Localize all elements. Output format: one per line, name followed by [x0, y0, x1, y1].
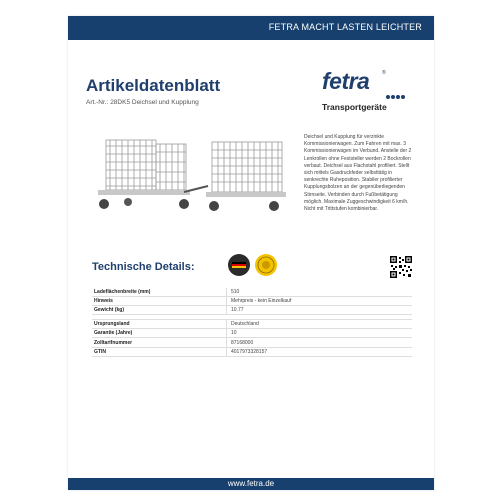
row-value: 4017973328157: [227, 347, 413, 356]
table-row: [92, 347, 412, 356]
row-value: 10.77: [227, 306, 413, 315]
row-label: Hinweis: [92, 297, 227, 306]
top-banner: [68, 16, 434, 40]
row-label: Ursprungsland: [92, 320, 227, 329]
row-label: Garantie (Jahre): [92, 329, 227, 338]
tech-details-table: [92, 288, 412, 357]
row-value: 510: [227, 288, 413, 297]
logo-text: fetra: [322, 68, 370, 94]
table-row: [92, 306, 412, 315]
tech-details-heading: Technische Details:: [92, 261, 195, 273]
slogan: FETRA MACHT LASTEN LEICHTER: [268, 22, 422, 32]
logo-dots-icon: [386, 86, 406, 104]
article-number: Art.-Nr.: 28DK5 Deichsel und Kupplung: [86, 99, 199, 106]
table-row: [92, 320, 412, 329]
row-value: Mehrpreis - kein Einzelkauf: [227, 297, 413, 306]
table-row: [92, 297, 412, 306]
table-row: [92, 288, 412, 297]
brand-tagline: Transportgeräte: [322, 102, 387, 112]
row-label: Gewicht (kg): [92, 306, 227, 315]
table-row: [92, 329, 412, 338]
row-value: 87168000: [227, 338, 413, 347]
row-label: Zolltarifnummer: [92, 338, 227, 347]
qr-code-icon: [390, 256, 412, 278]
quality-badge-icon: [255, 254, 277, 276]
footer-banner: [68, 478, 434, 490]
footer-url-link[interactable]: www.fetra.de: [227, 479, 275, 488]
product-description: Deichsel und Kupplung für verzinkte Kommissionierwagen. Zum Fahren mit max. 3 Kommissionierwagen im Verbund. Anstelle der 2 Lenkrollen ohne Feststeller werden 2 Bockrollen verbaut. Deichsel aus Flachstahl profiliert. Stellt sich mittels Gasdruckfeder selbsttätig in senkrechte Ruheposition. Stabiler profilierter Kupplungsbolzen an der gegenüberliegenden Stirnseite. Verbinden durch Fußbetätigung möglich. Maximale Zuggeschwindigkeit 6 km/h. Nicht mit Trittstufen kombinierbar.: [304, 134, 412, 213]
datasheet-page: [68, 16, 434, 490]
fetra-logo: [322, 68, 412, 96]
row-value: Deutschland: [227, 320, 413, 329]
table-row: [92, 338, 412, 347]
product-image: [88, 132, 288, 224]
page-title: Artikeldatenblatt: [86, 76, 221, 95]
row-label: Ladeflächenbreite (mm): [92, 288, 227, 297]
row-label: GTIN: [92, 347, 227, 356]
made-in-germany-badge-icon: [228, 254, 250, 276]
registered-icon: ®: [382, 70, 386, 76]
row-value: 10: [227, 329, 413, 338]
